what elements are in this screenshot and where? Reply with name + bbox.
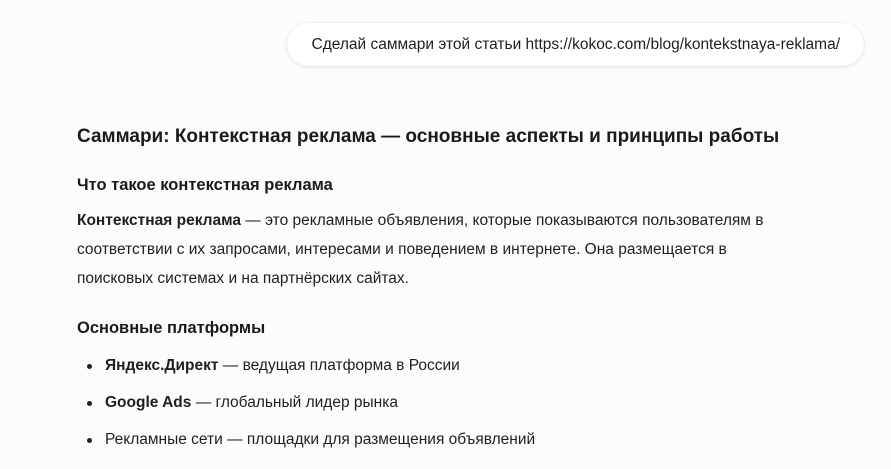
list-item xyxy=(77,430,797,450)
platform-name: Google Ads xyxy=(105,394,192,411)
bullet-icon xyxy=(87,438,92,443)
user-message-text: Сделай саммари этой статьи https://kokoc.com/blog/kontekstnaya-reklama/ xyxy=(311,35,840,53)
platform-desc: — ведущая платформа в России xyxy=(218,357,460,374)
bullet-icon xyxy=(87,401,92,406)
user-message-bubble xyxy=(287,23,864,66)
platforms-list xyxy=(77,356,797,450)
answer-title: Саммари: Контекстная реклама — основные аспекты и принципы работы xyxy=(77,126,780,147)
definition-term: Контекстная реклама xyxy=(77,212,241,229)
assistant-answer xyxy=(77,124,797,467)
platform-desc: Рекламные сети — площадки для размещения объявлений xyxy=(105,431,536,448)
section-heading-platforms: Основные платформы xyxy=(77,319,266,337)
list-item xyxy=(77,393,797,413)
platform-desc: — глобальный лидер рынка xyxy=(191,394,398,411)
list-item xyxy=(77,356,797,376)
section-heading-what-is: Что такое контекстная реклама xyxy=(77,176,333,194)
definition-paragraph xyxy=(77,206,797,293)
platform-name: Яндекс.Директ xyxy=(105,357,219,374)
bullet-icon xyxy=(87,364,92,369)
definition-text: — это рекламные объявления, которые показываются пользователям в соответствии с их запросами, интересами и поведением в интернете. Она размещается в поисковых системах и на партнёрских сайтах. xyxy=(77,212,764,287)
